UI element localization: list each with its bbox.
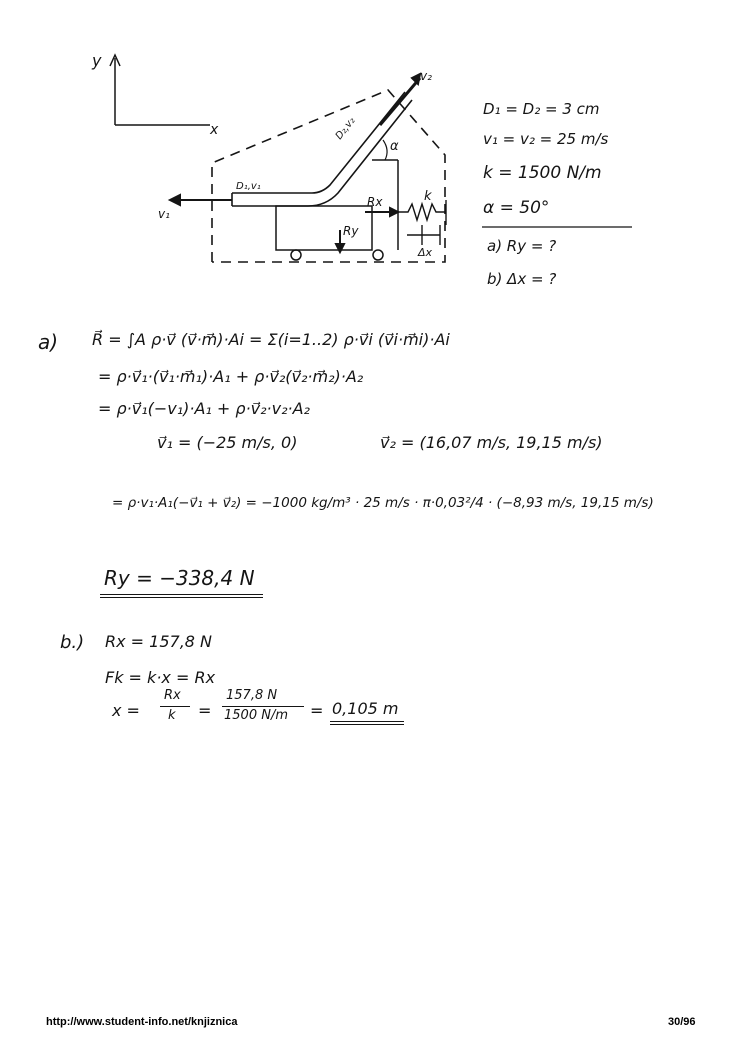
page-number: 30/96 — [668, 1016, 696, 1028]
question-a: a) Ry = ? — [487, 237, 557, 255]
coordinate-axes — [110, 55, 210, 125]
eq-b-3-frac2-bar — [222, 706, 304, 707]
eq-b-3-eq2: = — [310, 701, 324, 720]
given-line-1: D₁ = D₂ = 3 cm — [483, 100, 600, 118]
eq-b-3-frac2-den: 1500 N/m — [224, 708, 288, 723]
eq-b-3-eq: = — [198, 701, 212, 720]
given-line-4: α = 50° — [483, 198, 550, 218]
eq-b-3-frac1-num: Rx — [164, 688, 181, 703]
question-b: b) Δx = ? — [487, 270, 557, 288]
eq-b-3-lhs: x = — [112, 701, 140, 720]
alpha-arc — [383, 140, 387, 160]
given-line-3: k = 1500 N/m — [483, 163, 602, 183]
result-dx: 0,105 m — [330, 699, 404, 725]
label-ry: Ry — [343, 224, 359, 238]
label-rx: Rx — [367, 195, 383, 209]
eq-a-2: = ρ·v⃗₁·(v⃗₁·m⃗₁)·A₁ + ρ·v⃗₂(v⃗₂·m⃗₂)·A₂ — [98, 367, 364, 386]
eq-a-3: = ρ·v⃗₁(−v₁)·A₁ + ρ·v⃗₂·v₂·A₂ — [98, 399, 310, 418]
part-a-label: a) — [38, 330, 59, 354]
part-b-label: b.) — [60, 632, 85, 653]
label-d2v2: D₂,v₂ — [333, 115, 358, 142]
spring — [398, 200, 446, 245]
eq-b-3-frac1-bar — [160, 706, 190, 707]
label-dx: Δx — [418, 246, 433, 259]
control-volume — [212, 90, 445, 262]
eq-a-4b: v⃗₂ = (16,07 m/s, 19,15 m/s) — [380, 433, 603, 452]
label-v1: v₁ — [158, 207, 170, 221]
eq-b-2: Fk = k·x = Rx — [105, 668, 216, 687]
eq-b-3-frac2-num: 157,8 N — [226, 688, 278, 703]
eq-a-4a: v⃗₁ = (−25 m/s, 0) — [157, 433, 298, 452]
label-d1v1: D₁,v₁ — [236, 181, 261, 192]
label-v2: v₂ — [420, 69, 432, 83]
result-ry: Ry = −338,4 N — [100, 566, 263, 598]
axis-x-label: x — [210, 122, 219, 138]
nozzle-diagram — [0, 0, 750, 300]
footer-url[interactable]: http://www.student-info.net/knjiznica — [46, 1016, 238, 1028]
eq-a-1: R⃗ = ∫A ρ·v⃗ (v⃗·m⃗)·Ai = Σ(i=1..2) ρ·v⃗i (v⃗i·m⃗i)·Ai — [92, 330, 450, 349]
eq-b-3-frac1-den: k — [168, 708, 176, 723]
given-line-2: v₁ = v₂ = 25 m/s — [483, 130, 609, 148]
axis-y-label: y — [92, 51, 102, 70]
label-k: k — [424, 189, 432, 204]
eq-b-1: Rx = 157,8 N — [105, 632, 213, 651]
eq-a-5: = ρ·v₁·A₁(−v⃗₁ + v⃗₂) = −1000 kg/m³ · 25 m/s · π·0,03²/4 · (−8,93 m/s, 19,15 m/s) — [112, 495, 654, 511]
flow-arrows — [170, 74, 420, 252]
label-alpha: α — [390, 139, 399, 154]
